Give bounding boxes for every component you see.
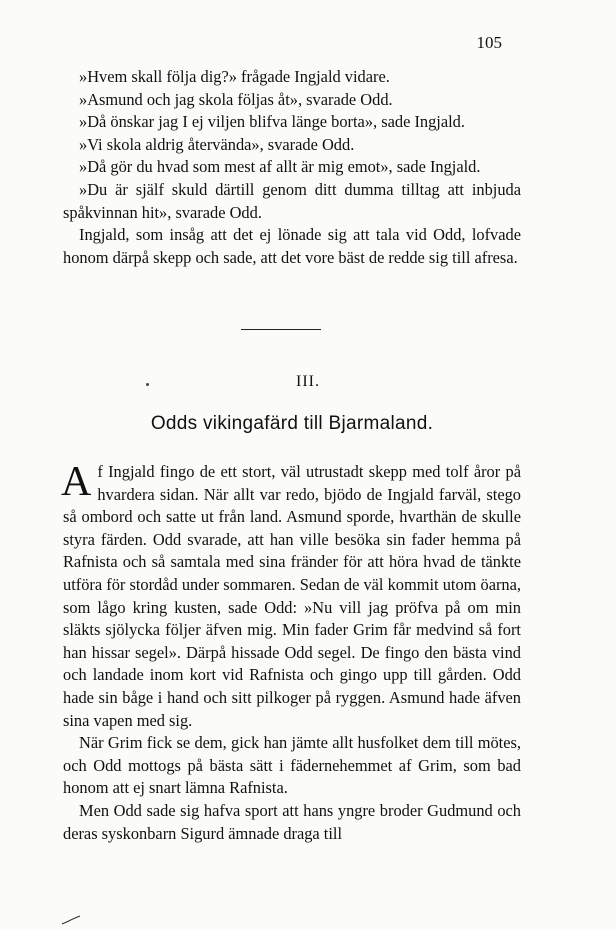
body-paragraph: Men Odd sade sig hafva sport att hans yngre broder Gudmund och deras syskonbarn Sigurd ämnade draga till	[63, 800, 521, 843]
section-divider	[241, 329, 321, 330]
dialogue-section	[63, 66, 521, 269]
chapter-body	[63, 461, 521, 845]
first-paragraph	[63, 461, 521, 732]
dialogue-line: Ingjald, som insåg att det ej lönade sig att tala vid Odd, lofvade honom därpå skepp och sade, att det vore bäst de redde sig till afresa.	[63, 225, 521, 267]
dialogue-line: »Då önskar jag I ej viljen blifva länge borta», sade Ingjald.	[79, 112, 465, 132]
pen-mark	[60, 914, 82, 926]
dialogue-line: »Du är själf skuld därtill genom ditt dumma tilltag att inbjuda spåkvinnan hit», svarade Odd.	[63, 179, 521, 222]
drop-cap: A	[61, 459, 92, 505]
first-paragraph-text: f Ingjald fingo de ett stort, väl utrustadt skepp med tolf åror på hvardera sidan. När allt var redo, bjödo de Ingjald farväl, stego så ombord och satte ut från land. Asmund sporde, hvarthän de skulle styra färden. Odd svarade, att han ville besöka sin fader hemma på Rafnista och så samtala med sina fränder för att höra hvad de tänkte utföra för stordåd under sommaren. Sedan de väl kommit utom öarna, som lågo kring kusten, sade Odd: »Nu vill jag pröfva på om min släkts sjölycka följer äfven mig. Min fader Grim får medvind så fort han hissar segel». Därpå hissade Odd segel. De fingo den bästa vind och landade inom kort vid Rafnista och gingo upp till gården. Odd hade sin båge i hand och sitt pilkoger på ryggen. Asmund hade äfven sina vapen med sig.	[63, 462, 521, 730]
body-paragraph: När Grim fick se dem, gick han jämte allt husfolket dem till mötes, och Odd mottogs på bästa sätt i fädernehemmet af Grim, som bad honom att ej snart lämna Rafnista.	[63, 733, 521, 798]
chapter-number: III.	[296, 373, 320, 390]
page-number: 105	[476, 33, 502, 52]
chapter-title: Odds vikingafärd till Bjarmaland.	[150, 413, 434, 434]
dialogue-line: »Vi skola aldrig återvända», svarade Odd.	[79, 134, 355, 154]
dialogue-line: »Då gör du hvad som mest af allt är mig emot», sade Ingjald.	[79, 157, 481, 177]
dialogue-line: »Asmund och jag skola följas åt», svarade Odd.	[79, 89, 393, 109]
dialogue-line: »Hvem skall följa dig?» frågade Ingjald vidare.	[79, 67, 390, 86]
